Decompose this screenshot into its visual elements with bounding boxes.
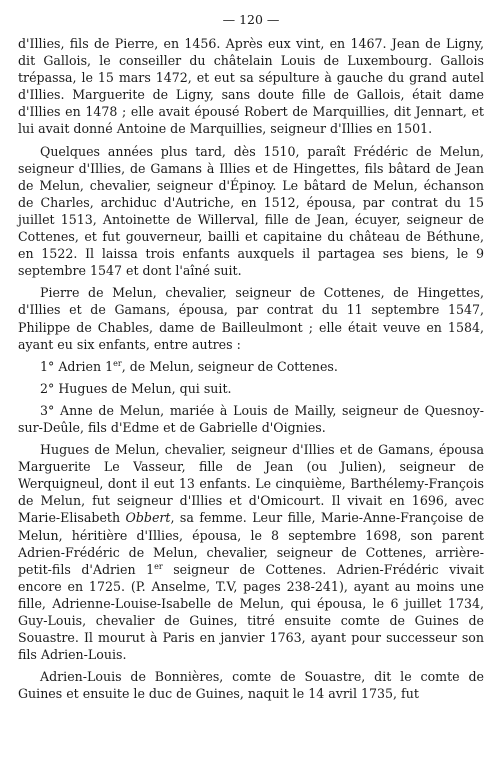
ordinal-number: 1 — [146, 561, 155, 577]
ordinal-suffix: er — [113, 358, 122, 368]
paragraph-text: seigneur de Cottenes. Adrien-Frédéric vivait encore en 1725. (P. Anselme, T.V, pages 238-241), ayant au moins une fille, Adrienne-Louise-Isabelle de Melun, qui épousa, le 6 juillet 1734, Guy-Louis, chevalier de Guines, titré ensuite comte de Guines de Souastre. Il mourut à Paris en janvier 1763, ayant pour successeur son fils Adrien-Louis. — [18, 561, 484, 663]
list-number: 1° — [40, 358, 55, 374]
list-item-hugues — [18, 380, 484, 397]
paragraph-ligny: d'Illies, fils de Pierre, en 1456. Après eux vint, en 1467. Jean de Ligny, dit Gallois, le conseiller du châtelain Louis de Luxembourg. Gallois trépassa, le 15 mars 1472, et eut sa sépulture à gauche du grand autel d'Illies. Marguerite de Ligny, sans doute fille de Gallois, était dame d'Illies en 1478 ; elle avait épousé Robert de Marquillies, dit Jennart, et lui avait donné Antoine de Marquillies, seigneur d'Illies en 1501. — [18, 36, 484, 137]
paragraph-frederic-de-melun: Quelques années plus tard, dès 1510, paraît Frédéric de Melun, seigneur d'Illies, de Gamans à Illies et de Hingettes, fils bâtard de Jean de Melun, chevalier, seigneur d'Épinoy. Le bâtard de Melun, échanson de Charles, archiduc d'Autriche, en 1512, épousa, par contrat du 15 juillet 1513, Antoinette de Willerval, fille de Jean, écuyer, seigneur de Cottenes, et fut gouverneur, bailli et capitaine du château de Béthune, en 1522. Il laissa trois enfants auxquels il partagea ses biens, le 9 septembre 1547 et dont l'aîné suit. — [18, 143, 484, 279]
list-number: 2° — [40, 380, 55, 396]
paragraph-pierre-de-melun: Pierre de Melun, chevalier, seigneur de Cottenes, de Hingettes, d'Illies et de Gamans, épousa, par contrat du 11 septembre 1547, Philippe de Chables, dame de Bailleulmont ; elle était veuve en 1584, ayant eu six enfants, entre autres : — [18, 285, 484, 352]
list-text: Anne de Melun, mariée à Louis de Mailly, seigneur de Quesnoy-sur-Deûle, fils d'Edme et de Gabrielle d'Oignies. — [18, 402, 484, 435]
list-item-adrien — [18, 358, 484, 375]
paragraph-adrien-louis: Adrien-Louis de Bonnières, comte de Souastre, dit le comte de Guines et ensuite le duc de Guines, naquit le 14 avril 1735, fut — [18, 669, 484, 702]
paragraph-text: , sa femme. Leur fille, Marie-Anne-Françoise de Melun, héritière d'Illies, épousa, le 8 septembre 1698, son parent Adrien-Frédéric de Melun, chevalier, seigneur de Cottenes, arrière-petit-fils d'Adrien — [18, 510, 484, 577]
document-page — [18, 12, 484, 707]
italic-name: Obbert — [125, 510, 171, 526]
ordinal-suffix: er — [154, 561, 163, 571]
list-text: Hugues de Melun, qui suit. — [58, 380, 232, 396]
list-name: Adrien — [58, 358, 102, 374]
paragraph-text: Hugues de Melun, chevalier, seigneur d'Illies et de Gamans, épousa Marguerite Le Vasseur, fille de Jean (ou Julien), seigneur de Werquigneul, dont il eut 13 enfants. Le cinquième, Barthélemy-François de Melun, fut seigneur d'Illies et d'Omicourt. Il vivait en 1696, avec Marie-Elisabeth — [18, 442, 484, 526]
paragraph-hugues-de-melun — [18, 441, 484, 663]
page-number: — 120 — — [222, 12, 280, 27]
list-text: , de Melun, seigneur de Cottenes. — [121, 358, 338, 374]
list-item-anne — [18, 402, 484, 436]
ordinal-number: 1 — [105, 358, 114, 374]
list-number: 3° — [40, 402, 55, 418]
